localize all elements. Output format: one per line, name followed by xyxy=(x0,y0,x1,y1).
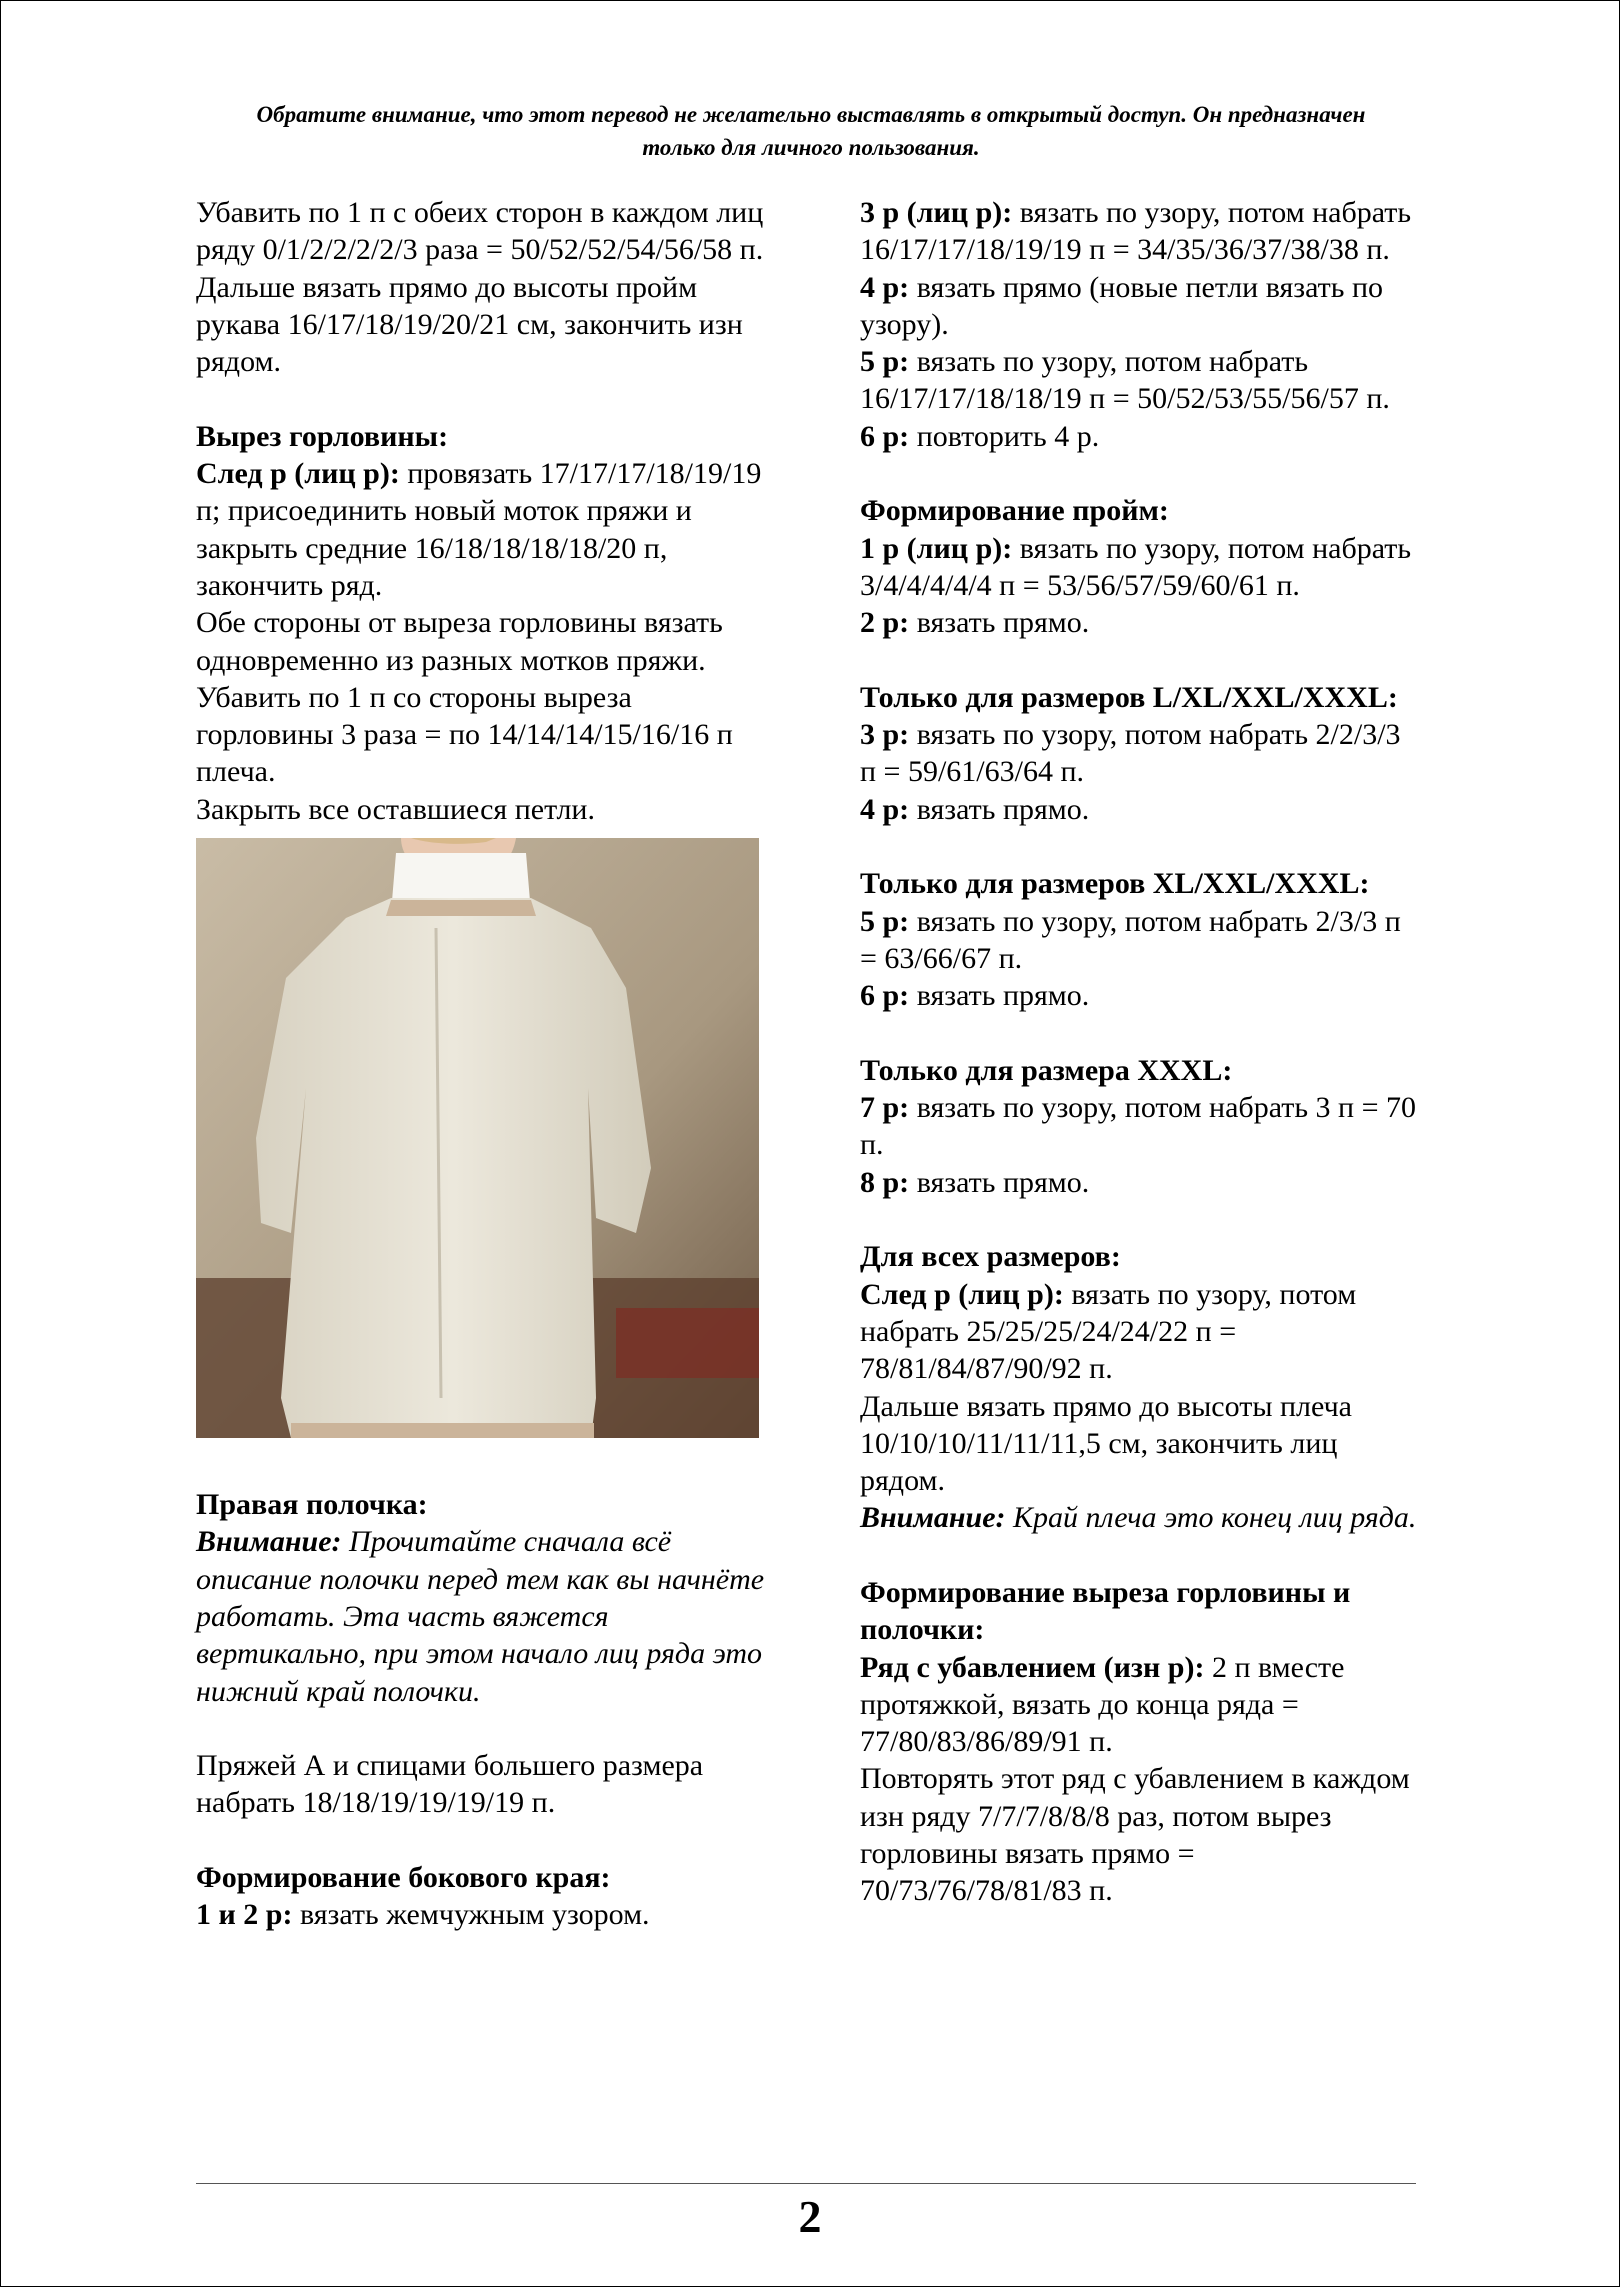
row-text: вязать прямо (новые петли вязать по узору). xyxy=(860,270,1384,341)
side-edge-heading: Формирование бокового края: xyxy=(196,1861,611,1895)
row-label: 7 р: xyxy=(860,1091,910,1125)
row-label: След р (лиц р): xyxy=(860,1277,1064,1311)
attention-paragraph xyxy=(196,1523,776,1709)
cast-on-paragraph: Пряжей А и спицами большего размера набрать 18/18/19/19/19/19 п. xyxy=(196,1749,704,1820)
spacer xyxy=(196,1710,776,1747)
sizes-xl-row-5-paragraph xyxy=(860,903,1420,978)
row-text: вязать по узору, потом набрать 3/4/4/4/4/4 п = 53/56/57/59/60/61 п. xyxy=(860,531,1412,602)
row-label: 1 р (лиц р): xyxy=(860,531,1013,565)
neck-both-sides-paragraph: Обе стороны от выреза горловины вязать одновременно из разных мотков пряжи. xyxy=(196,606,723,677)
row-text: вязать по узору, потом набрать 2/2/3/3 п = 59/61/63/64 п. xyxy=(860,718,1401,789)
row-text: вязать по узору, потом набрать 16/17/17/18/18/19 п = 50/52/53/55/56/57 п. xyxy=(860,345,1390,416)
all-sizes-row-paragraph xyxy=(860,1276,1420,1388)
row-3-paragraph xyxy=(860,194,1420,269)
row-text: вязать прямо. xyxy=(909,606,1090,640)
row-label: След р (лиц р): xyxy=(196,457,400,491)
row-text: вязать прямо. xyxy=(909,979,1090,1013)
sizes-l-heading: Только для размеров L/XL/XXL/XXXL: xyxy=(860,680,1398,714)
footer-rule xyxy=(196,2183,1416,2184)
right-front-heading: Правая полочка: xyxy=(196,1488,428,1522)
cardigan-collar-trim xyxy=(386,900,536,916)
row-label: 3 р (лиц р): xyxy=(860,196,1013,229)
bind-off-paragraph: Закрыть все оставшиеся петли. xyxy=(196,792,595,826)
row-label: 6 р: xyxy=(860,419,910,453)
row-label: 5 р: xyxy=(860,904,910,938)
rows-1-2-paragraph xyxy=(196,1896,776,1933)
row-text: вязать прямо. xyxy=(909,1165,1090,1199)
neck-heading: Вырез горловины: xyxy=(196,419,449,453)
attention-text: Прочитайте сначала всё описание полочки перед тем как вы начнёте работать. Эта часть вяжется вертикально, при этом начало лиц ряда это нижний край полочки. xyxy=(196,1525,765,1708)
sizes-xl-heading: Только для размеров XL/XXL/XXXL: xyxy=(860,867,1370,901)
row-label: 4 р: xyxy=(860,270,910,304)
row-label: 4 р: xyxy=(860,792,910,826)
sizes-l-row-4-paragraph xyxy=(860,791,1420,828)
decrease-paragraph: Убавить по 1 п с обеих сторон в каждом лиц ряду 0/1/2/2/2/2/3 раза = 50/52/52/54/56/58 п. xyxy=(196,196,764,267)
row-label: Ряд с убавлением (изн р): xyxy=(860,1650,1205,1684)
row-label: 2 р: xyxy=(860,606,910,640)
spacer xyxy=(860,1537,1420,1574)
row-text: вязать по узору, потом набрать 2/3/3 п = 63/66/67 п. xyxy=(860,904,1401,975)
spacer xyxy=(860,1015,1420,1052)
right-column xyxy=(860,194,1420,1910)
row-5-paragraph xyxy=(860,343,1420,418)
neck-front-heading: Формирование выреза горловины и полочки: xyxy=(860,1575,1351,1647)
armhole-height-paragraph: Дальше вязать прямо до высоты пройм рукава 16/17/18/19/20/21 см, закончить изн рядом. xyxy=(196,270,743,379)
armhole-row-2-paragraph xyxy=(860,604,1420,641)
attention-text: Край плеча это конец лиц ряда. xyxy=(1005,1501,1417,1535)
cardigan-hem-trim xyxy=(291,1423,594,1438)
row-text: провязать 17/17/17/18/19/19 п; присоединить новый моток пряжи и закрыть средние 16/18/18/18/18/20 п, закончить ряд. xyxy=(196,457,762,602)
size-xxxl-row-8-paragraph xyxy=(860,1164,1420,1201)
row-text: вязать по узору, потом набрать 25/25/25/24/24/22 п = 78/81/84/87/90/92 п. xyxy=(860,1277,1357,1386)
row-label: 8 р: xyxy=(860,1165,910,1199)
row-label: 5 р: xyxy=(860,345,910,379)
sizes-l-row-3-paragraph xyxy=(860,716,1420,791)
row-4-paragraph xyxy=(860,269,1420,344)
size-xxxl-heading: Только для размера XXXL: xyxy=(860,1053,1233,1087)
spacer xyxy=(860,828,1420,865)
attention-label: Внимание: xyxy=(196,1525,342,1559)
spacer xyxy=(196,1822,776,1859)
neck-row-paragraph xyxy=(196,455,776,604)
neck-decrease-paragraph: Убавить по 1 п со стороны выреза горловины 3 раза = по 14/14/14/15/16/16 п плеча. xyxy=(196,680,733,789)
row-text: вязать прямо. xyxy=(909,792,1090,826)
row-label: 3 р: xyxy=(860,718,910,752)
size-xxxl-row-7-paragraph xyxy=(860,1089,1420,1164)
armhole-heading: Формирование пройм: xyxy=(860,494,1169,528)
row-label: 1 и 2 р: xyxy=(196,1898,293,1932)
spacer xyxy=(860,1201,1420,1238)
decrease-row-paragraph xyxy=(860,1649,1420,1761)
privacy-notice: Обратите внимание, что этот перевод не желательно выставлять в открытый доступ. Он предназначен только для личного пользования. xyxy=(256,102,1366,160)
all-sizes-heading: Для всех размеров: xyxy=(860,1240,1121,1274)
row-text: вязать жемчужным узором. xyxy=(292,1898,650,1932)
page-number: 2 xyxy=(798,2191,822,2242)
armhole-row-1-paragraph xyxy=(860,530,1420,605)
row-text: 2 п вместе протяжкой, вязать до конца ряда = 77/80/83/86/89/91 п. xyxy=(860,1650,1345,1759)
spacer xyxy=(860,455,1420,492)
left-column xyxy=(196,194,776,1934)
attention-label: Внимание: xyxy=(860,1501,1006,1535)
row-label: 6 р: xyxy=(860,979,910,1013)
spacer xyxy=(860,642,1420,679)
attention-paragraph xyxy=(860,1499,1420,1536)
row-text: повторить 4 р. xyxy=(909,419,1100,453)
row-text: вязать по узору, потом набрать 16/17/17/18/19/19 п = 34/35/36/37/38/38 п. xyxy=(860,196,1412,267)
row-text: вязать по узору, потом набрать 3 п = 70 п. xyxy=(860,1091,1416,1162)
repeat-decrease-paragraph: Повторять этот ряд с убавлением в каждом изн ряду 7/7/7/8/8/8 раз, потом вырез горловины вязать прямо = 70/73/76/78/81/83 п. xyxy=(860,1762,1410,1908)
cardigan-back-photo xyxy=(196,838,759,1438)
sizes-xl-row-6-paragraph xyxy=(860,977,1420,1014)
spacer xyxy=(196,380,776,417)
shoulder-height-paragraph: Дальше вязать прямо до высоты плеча 10/10/10/11/11/11,5 см, закончить лиц рядом. xyxy=(860,1389,1352,1498)
background-suitcase xyxy=(616,1308,759,1378)
row-6-paragraph xyxy=(860,418,1420,455)
